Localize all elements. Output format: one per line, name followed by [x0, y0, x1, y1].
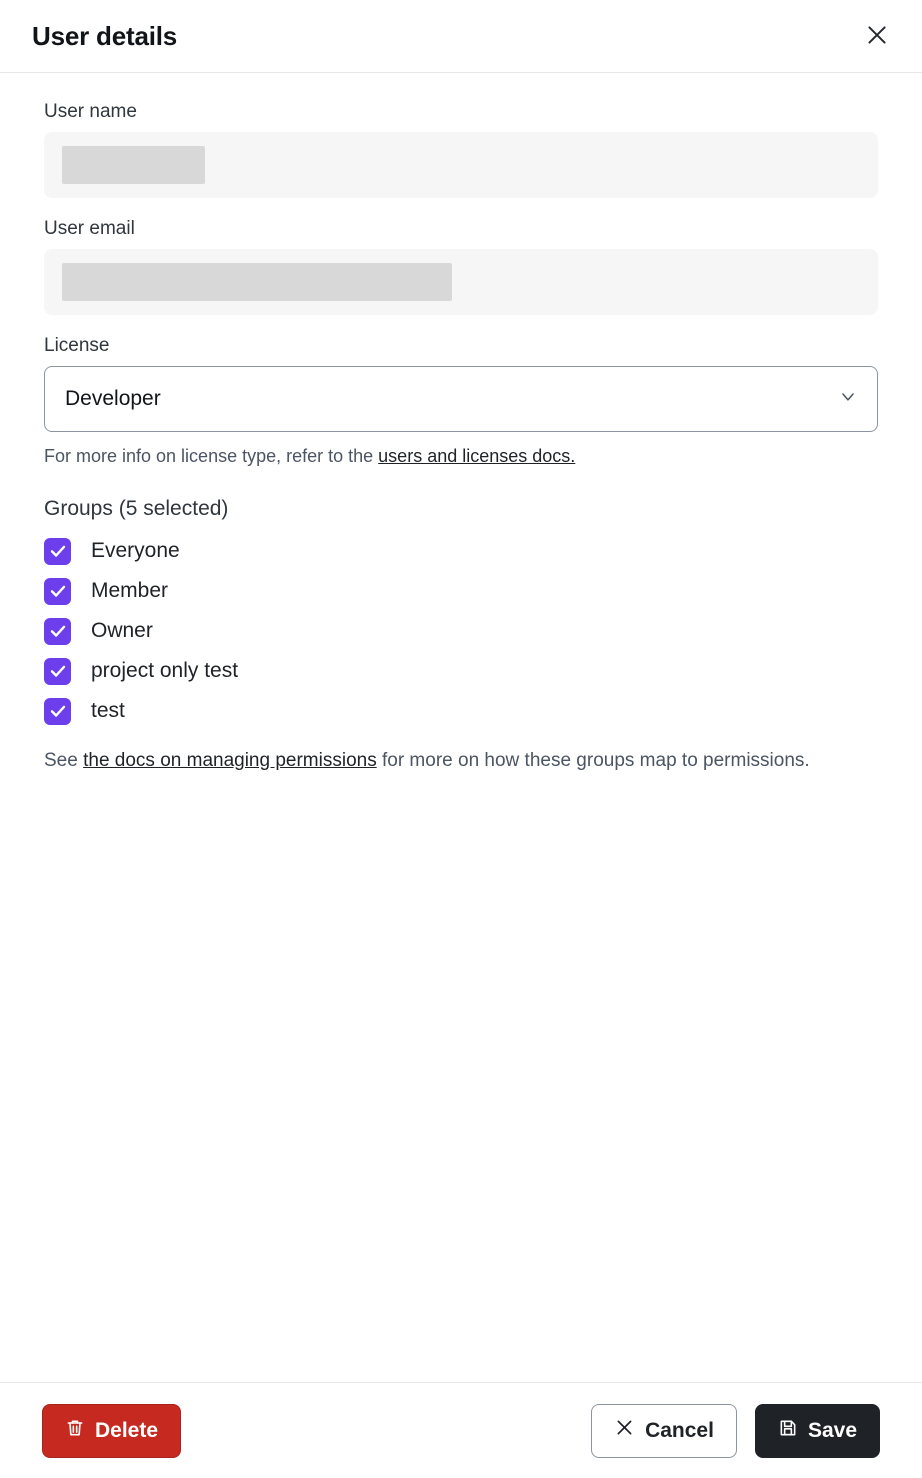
cancel-button-label: Cancel	[645, 1418, 714, 1442]
groups-footnote-prefix: See	[44, 750, 84, 772]
user-name-label: User name	[44, 101, 137, 122]
groups-title: Groups (5 selected)	[44, 497, 229, 521]
groups-footnote	[44, 747, 878, 776]
redacted-user-name	[62, 146, 205, 184]
delete-button-label: Delete	[95, 1418, 159, 1442]
save-button[interactable]	[755, 1404, 880, 1458]
user-email-input	[44, 249, 878, 315]
user-email-field	[44, 218, 878, 315]
checkbox-checked-icon[interactable]	[44, 698, 71, 725]
checkbox-checked-icon[interactable]	[44, 578, 71, 605]
panel-header	[0, 0, 922, 73]
page-title: User details	[32, 20, 178, 51]
group-label: project only test	[91, 659, 239, 683]
group-row-test[interactable]	[44, 691, 878, 731]
panel-footer	[0, 1382, 922, 1478]
group-row-owner[interactable]	[44, 611, 878, 651]
panel-body	[0, 73, 922, 1382]
checkbox-checked-icon[interactable]	[44, 658, 71, 685]
groups-section	[44, 497, 878, 776]
redacted-user-email	[62, 263, 452, 301]
user-name-input	[44, 132, 878, 198]
group-row-project-only-test[interactable]	[44, 651, 878, 691]
license-label: License	[44, 335, 110, 356]
license-field	[44, 335, 878, 469]
groups-footnote-suffix: for more on how these groups map to permissions.	[376, 750, 810, 772]
trash-icon	[65, 1418, 85, 1444]
checkbox-checked-icon[interactable]	[44, 618, 71, 645]
cancel-button[interactable]	[591, 1404, 737, 1458]
group-row-everyone[interactable]	[44, 531, 878, 571]
license-selected-value: Developer	[65, 387, 161, 410]
checkbox-checked-icon[interactable]	[44, 538, 71, 565]
user-email-label: User email	[44, 218, 135, 239]
group-label: test	[91, 699, 125, 723]
group-label: Owner	[91, 619, 153, 643]
license-help-text	[44, 443, 878, 469]
group-label: Member	[91, 579, 169, 603]
group-row-member[interactable]	[44, 571, 878, 611]
save-disk-icon	[778, 1418, 798, 1444]
close-icon	[614, 1417, 635, 1444]
save-button-label: Save	[807, 1418, 857, 1442]
managing-permissions-docs-link[interactable]: the docs on managing permissions	[83, 750, 377, 772]
users-and-licenses-docs-link[interactable]: users and licenses docs.	[378, 446, 576, 466]
delete-button[interactable]	[42, 1404, 181, 1458]
user-name-field	[44, 101, 878, 198]
close-button[interactable]	[858, 17, 896, 55]
close-icon	[864, 22, 890, 51]
license-select[interactable]	[44, 366, 878, 432]
license-help-prefix: For more info on license type, refer to the	[44, 446, 379, 466]
group-label: Everyone	[91, 539, 180, 563]
footer-actions	[591, 1404, 880, 1458]
